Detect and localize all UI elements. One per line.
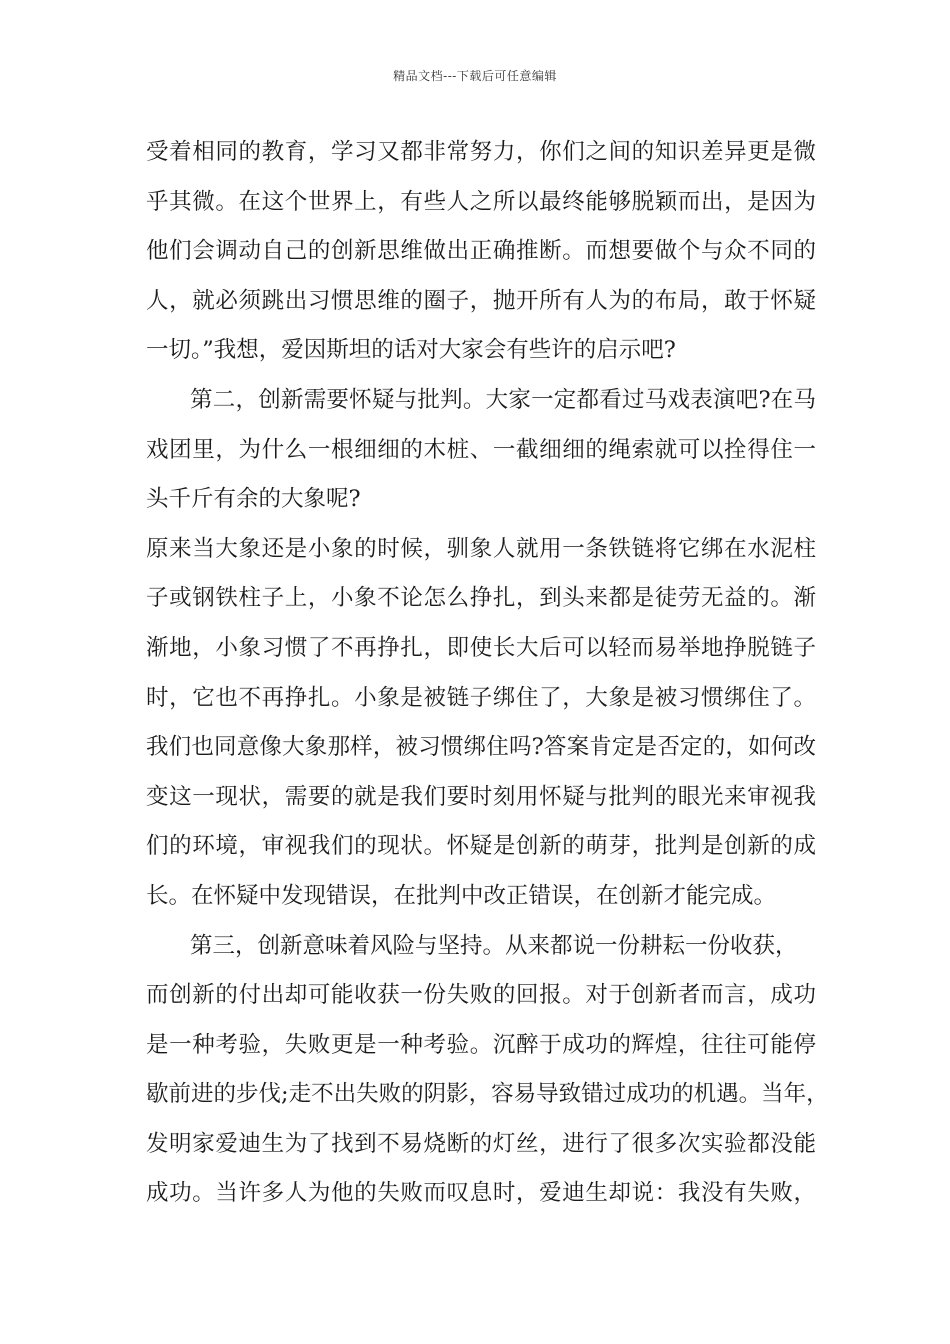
text-line: 变这一现状，需要的就是我们要时刻用怀疑与批判的眼光来审视我 [146, 783, 816, 810]
page-header: 精品文档---下载后可任意编辑 [393, 69, 557, 83]
text-line: 我们也同意像大象那样，被习惯绑住吗?答案肯定是否定的，如何改 [146, 734, 816, 761]
text-line: 长。在怀疑中发现错误，在批判中改正错误，在创新才能完成。 [146, 882, 777, 909]
text-line: 受着相同的教育，学习又都非常努力，你们之间的知识差异更是微 [146, 139, 816, 165]
document-body [146, 128, 829, 1219]
text-line: 成功。当许多人为他的失败而叹息时，爱迪生却说：我没有失败， [146, 1180, 816, 1207]
text-line: 是一种考验，失败更是一种考验。沉醉于成功的辉煌，往往可能停 [146, 1031, 816, 1058]
text-line: 他们会调动自己的创新思维做出正确推断。而想要做个与众不同的 [146, 238, 816, 265]
text-line: 渐地，小象习惯了不再挣扎，即使长大后可以轻而易举地挣脱链子 [146, 634, 816, 661]
text-line: 歇前进的步伐;走不出失败的阴影，容易导致错过成功的机遇。当年， [146, 1081, 829, 1108]
text-line: 原来当大象还是小象的时候，驯象人就用一条铁链将它绑在水泥柱 [146, 535, 816, 562]
text-line: 戏团里，为什么一根细细的木桩、一截细细的绳索就可以拴得住一 [146, 436, 816, 463]
text-line: 一切。”我想，爱因斯坦的话对大家会有些许的启示吧? [146, 337, 676, 364]
text-line: 发明家爱迪生为了找到不易烧断的灯丝，进行了很多次实验都没能 [146, 1130, 816, 1157]
text-line: 们的环境，审视我们的现状。怀疑是创新的萌芽，批判是创新的成 [146, 833, 816, 860]
text-line: 人，就必须跳出习惯思维的圈子，抛开所有人为的布局，敢于怀疑 [146, 287, 816, 314]
text-line: 而创新的付出却可能收获一份失败的回报。对于创新者而言，成功 [146, 982, 816, 1009]
text-line: 时，它也不再挣扎。小象是被链子绑住了，大象是被习惯绑住了。 [146, 684, 816, 711]
text-line: 乎其微。在这个世界上，有些人之所以最终能够脱颖而出，是因为 [146, 188, 816, 215]
text-line: 第三，创新意味着风险与坚持。从来都说一份耕耘一份收获， [190, 932, 798, 959]
text-line: 子或钢铁柱子上，小象不论怎么挣扎，到头来都是徒劳无益的。渐 [146, 585, 816, 612]
text-line: 第二，创新需要怀疑与批判。大家一定都看过马戏表演吧?在马 [190, 386, 816, 413]
text-line: 头千斤有余的大象呢? [146, 486, 361, 513]
